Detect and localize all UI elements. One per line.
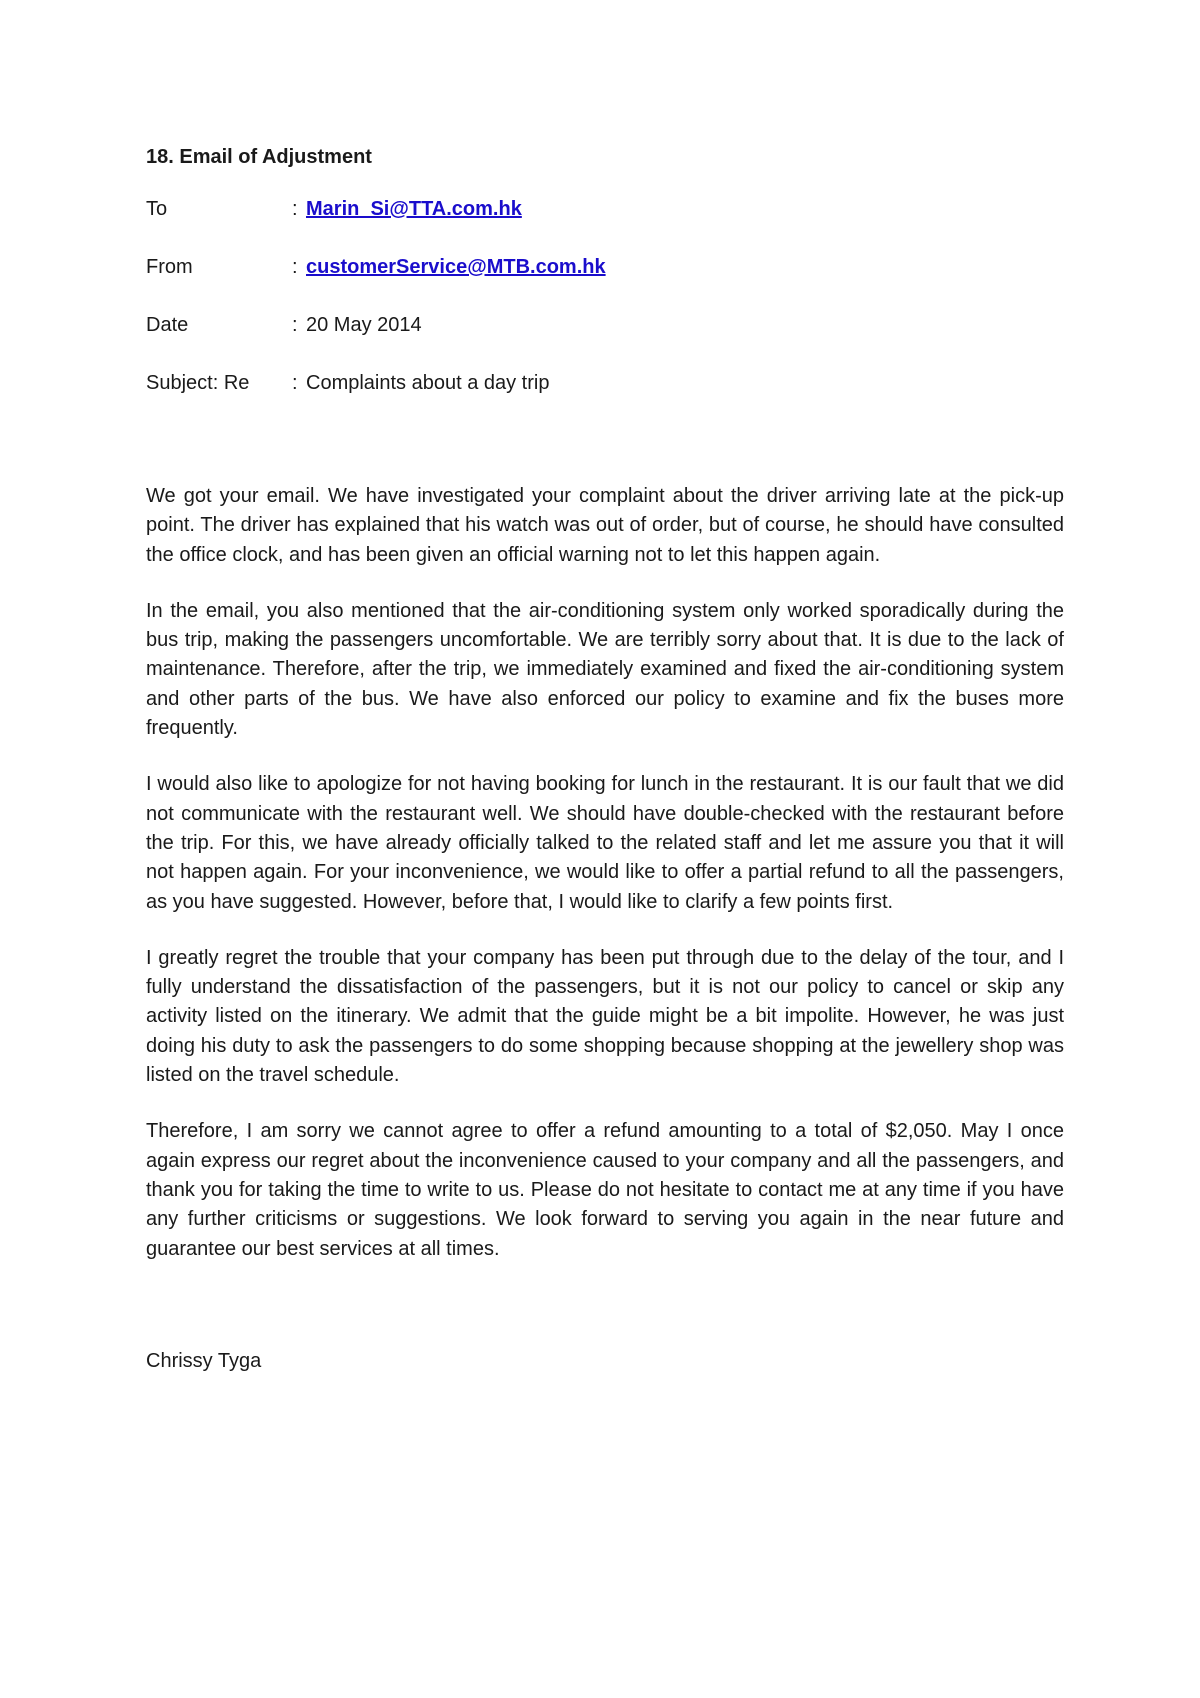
header-row-subject <box>146 368 1064 398</box>
email-body <box>146 482 1064 1264</box>
body-paragraph-2: In the email, you also mentioned that the air-conditioning system only worked sporadically during the bus trip, making the passengers uncomfortable. We are terribly sorry about that. It is due to the lack of maintenance. Therefore, after the trip, we immediately examined and fixed the air-conditioning system and other parts of the bus. We have also enforced our policy to examine and fix the buses more frequently. <box>146 599 1064 740</box>
header-row-from <box>146 252 1064 282</box>
email-header <box>146 194 1064 398</box>
date-value: 20 May 2014 <box>306 314 422 336</box>
from-separator: : <box>292 256 298 278</box>
body-paragraph-1: We got your email. We have investigated your complaint about the driver arriving late at the pick-up point. The driver has explained that his watch was out of order, but of course, he should have consulted the office clock, and has been given an official warning not to let this happen again. <box>146 485 1064 566</box>
signature: Chrissy Tyga <box>146 1349 262 1372</box>
to-email-link[interactable]: Marin_Si@TTA.com.hk <box>306 198 522 220</box>
header-row-to <box>146 194 1064 224</box>
date-label: Date <box>146 314 189 336</box>
body-paragraph-3: I would also like to apologize for not having booking for lunch in the restaurant. It is our fault that we did not communicate with the restaurant well. We should have double-checked with the restaurant before the trip. For this, we have already officially talked to the related staff and let me assure you that it will not happen again. For your inconvenience, we would like to offer a partial refund to all the passengers, as you have suggested. However, before that, I would like to clarify a few points first. <box>146 773 1064 913</box>
document-title: 18. Email of Adjustment <box>146 146 372 168</box>
subject-label: Subject: Re <box>146 372 250 394</box>
to-separator: : <box>292 198 298 220</box>
from-label: From <box>146 256 193 278</box>
from-email-link[interactable]: customerService@MTB.com.hk <box>306 256 606 278</box>
to-label: To <box>146 198 168 220</box>
date-separator: : <box>292 314 298 336</box>
subject-value: Complaints about a day trip <box>306 372 550 394</box>
header-row-date <box>146 310 1064 340</box>
body-paragraph-5: Therefore, I am sorry we cannot agree to offer a refund amounting to a total of $2,050. May I once again express our regret about the inconvenience caused to your company and all the passengers, and thank you for taking the time to write to us. Please do not hesitate to contact me at any time if you have any further criticisms or suggestions. We look forward to serving you again in the near future and guarantee our best services at all times. <box>146 1120 1064 1260</box>
body-paragraph-4: I greatly regret the trouble that your company has been put through due to the delay of the tour, and I fully understand the dissatisfaction of the passengers, but it is not our policy to cancel or skip any activity listed on the itinerary. We admit that the guide might be a bit impolite. However, he was just doing his duty to ask the passengers to do some shopping because shopping at the jewellery shop was listed on the travel schedule. <box>146 946 1064 1087</box>
document-page <box>146 142 1064 1376</box>
subject-separator: : <box>292 372 298 394</box>
